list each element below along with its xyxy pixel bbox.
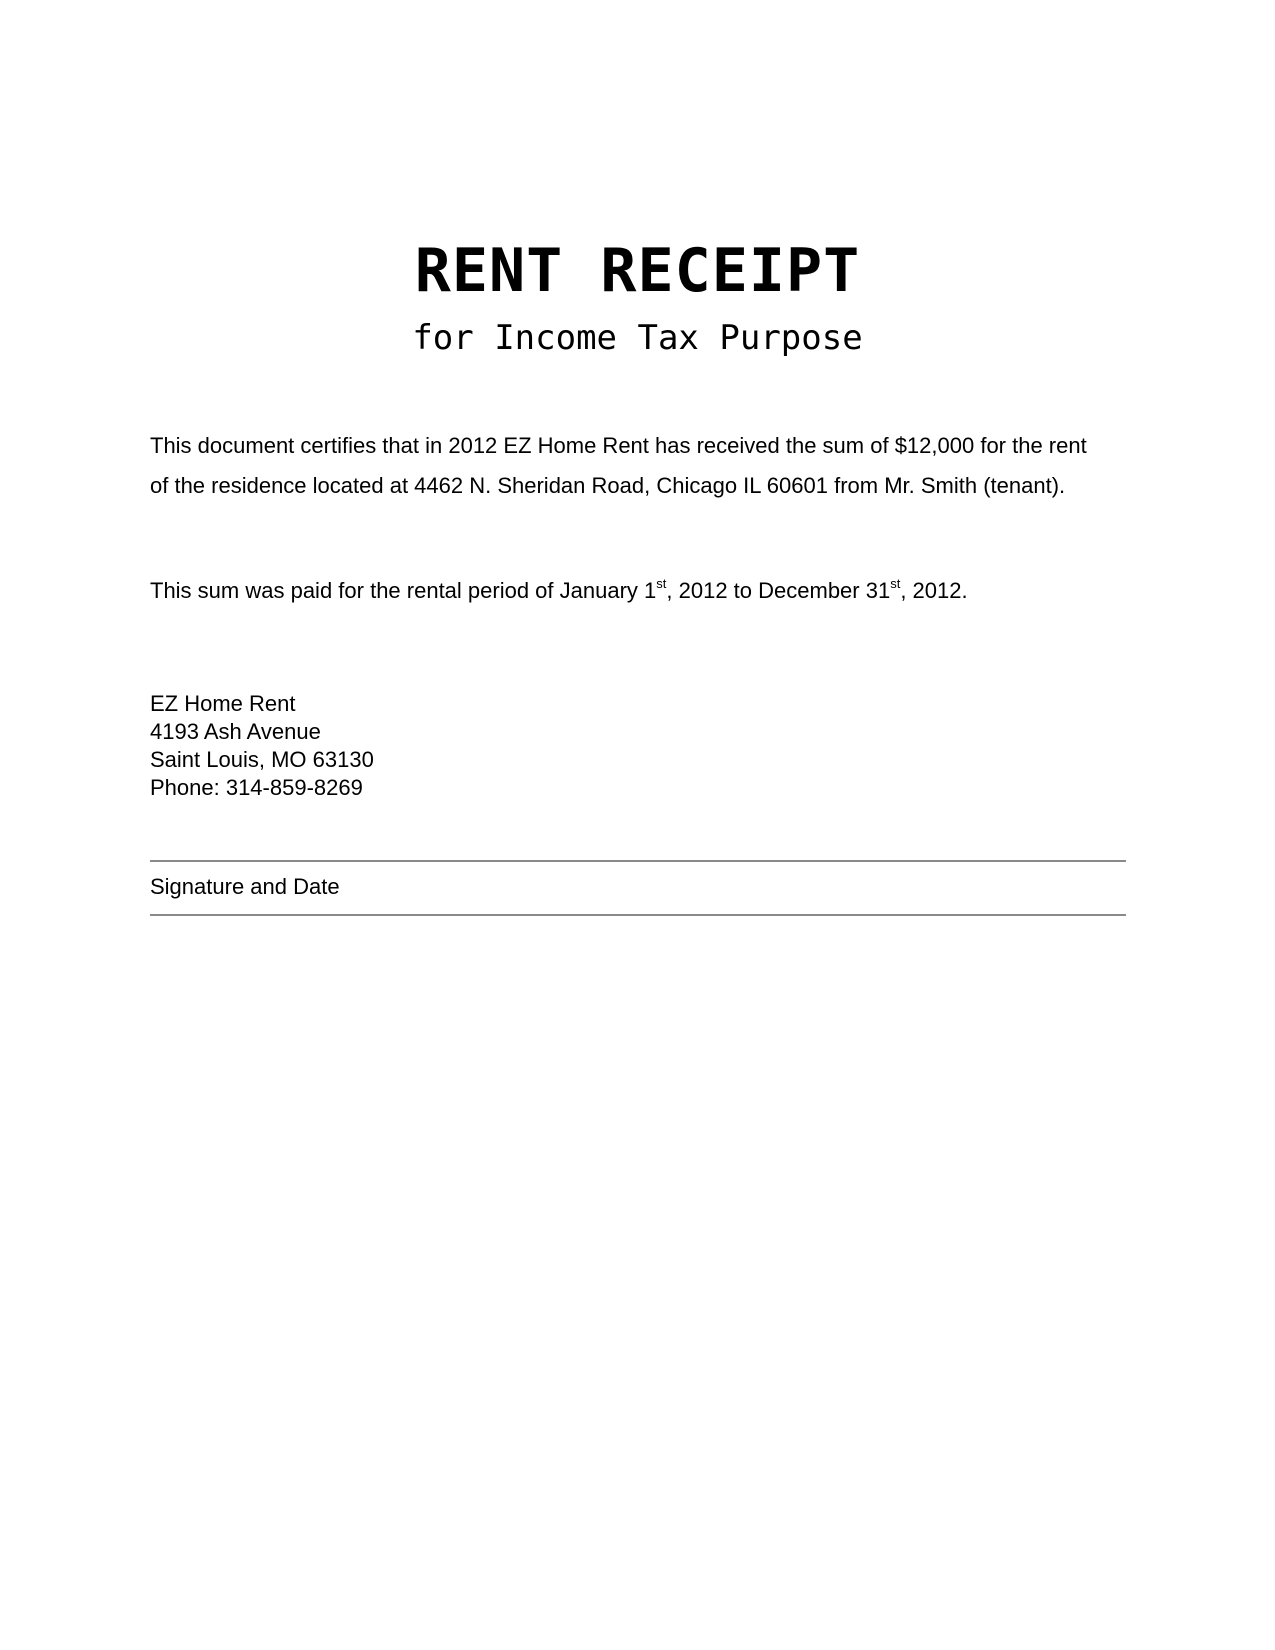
signature-label: Signature and Date xyxy=(150,874,340,899)
ordinal-suffix-2: st xyxy=(890,575,901,591)
receipt-subtitle: for Income Tax Purpose xyxy=(412,318,863,358)
landlord-street: 4193 Ash Avenue xyxy=(150,719,321,744)
rental-period-text-2: , 2012 to December 31 xyxy=(666,578,891,603)
landlord-address-block xyxy=(150,690,374,802)
rental-period-text-3: , 2012. xyxy=(900,578,968,603)
receipt-title: RENT RECEIPT xyxy=(414,236,861,306)
rental-period-paragraph xyxy=(150,571,1110,611)
ordinal-suffix-1: st xyxy=(656,575,667,591)
rental-period-text-1: This sum was paid for the rental period of January 1 xyxy=(150,578,657,603)
signature-top-rule xyxy=(150,860,1126,862)
certification-paragraph: This document certifies that in 2012 EZ Home Rent has received the sum of $12,000 for the rent of the residence located at 4462 N. Sheridan Road, Chicago IL 60601 from Mr. Smith (tenant). xyxy=(150,433,1087,498)
signature-bottom-rule xyxy=(150,914,1126,916)
landlord-phone: Phone: 314-859-8269 xyxy=(150,775,363,800)
landlord-city: Saint Louis, MO 63130 xyxy=(150,747,374,772)
landlord-name: EZ Home Rent xyxy=(150,691,296,716)
